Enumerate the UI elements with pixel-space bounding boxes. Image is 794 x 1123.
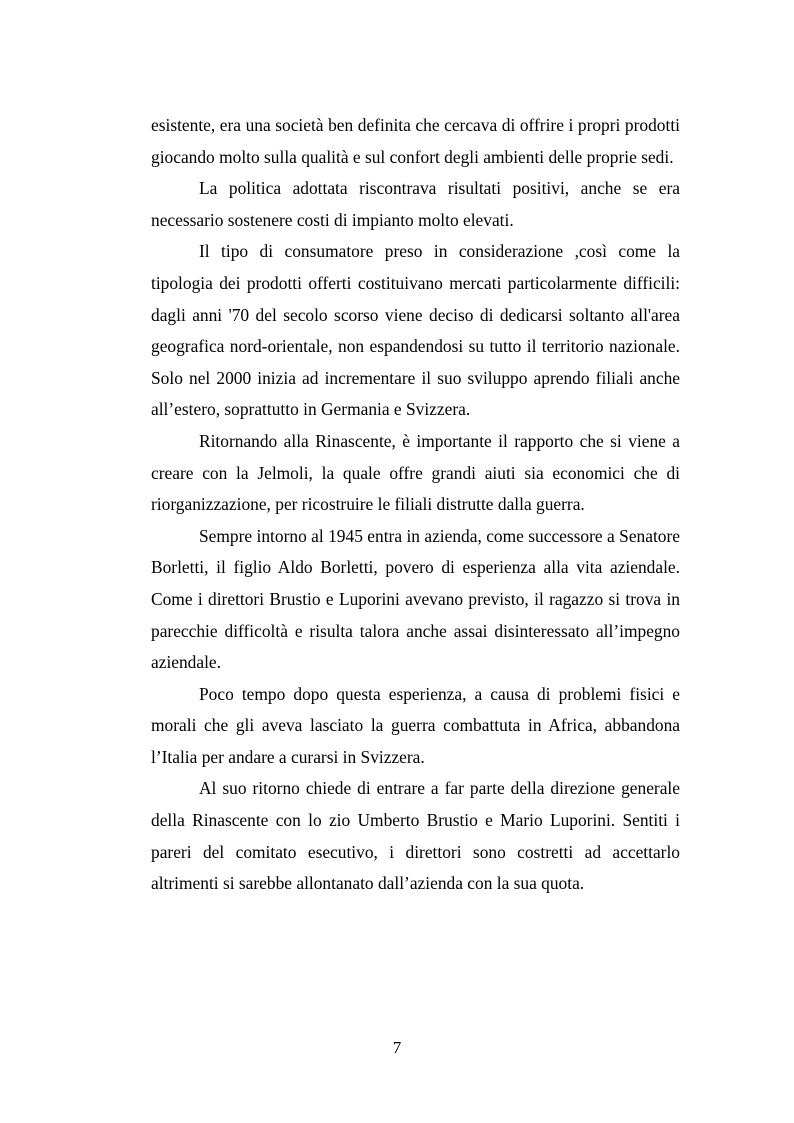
- paragraph-1: esistente, era una società ben definita che cercava di offrire i propri prodotti giocando molto sulla qualità e sul confort degli ambienti delle proprie sedi.: [151, 115, 680, 167]
- paragraph-2: La politica adottata riscontrava risultati positivi, anche se era necessario sostenere costi di impianto molto elevati.: [151, 178, 680, 230]
- paragraph-7: Al suo ritorno chiede di entrare a far parte della direzione generale della Rinascente con lo zio Umberto Brustio e Mario Luporini. Sentiti i pareri del comitato esecutivo, i direttori sono costretti ad accettarlo altrimenti si sarebbe allontanato dall’azienda con la sua quota.: [151, 778, 680, 894]
- document-body: [151, 110, 680, 900]
- paragraph-6: Poco tempo dopo questa esperienza, a causa di problemi fisici e morali che gli aveva lasciato la guerra combattuta in Africa, abbandona l’Italia per andare a curarsi in Svizzera.: [151, 683, 680, 767]
- paragraph-3: Il tipo di consumatore preso in considerazione ,così come la tipologia dei prodotti offerti costituivano mercati particolarmente difficili: dagli anni '70 del secolo scorso viene deciso di dedicarsi soltanto all'area geografica nord-orientale, non espandendosi su tutto il territorio nazionale. Solo nel 2000 inizia ad incrementare il suo sviluppo aprendo filiali anche all’estero, soprattutto in Germania e Svizzera.: [151, 241, 680, 420]
- paragraph-5: Sempre intorno al 1945 entra in azienda, come successore a Senatore Borletti, il figlio Aldo Borletti, povero di esperienza alla vita aziendale. Come i direttori Brustio e Luporini avevano previsto, il ragazzo si trova in parecchie difficoltà e risulta talora anche assai disinteressato all’impegno aziendale.: [151, 525, 680, 673]
- paragraph-4: Ritornando alla Rinascente, è importante il rapporto che si viene a creare con la Jelmoli, la quale offre grandi aiuti sia economici che di riorganizzazione, per ricostruire le filiali distrutte dalla guerra.: [151, 430, 680, 515]
- page-number: 7: [392, 1038, 402, 1057]
